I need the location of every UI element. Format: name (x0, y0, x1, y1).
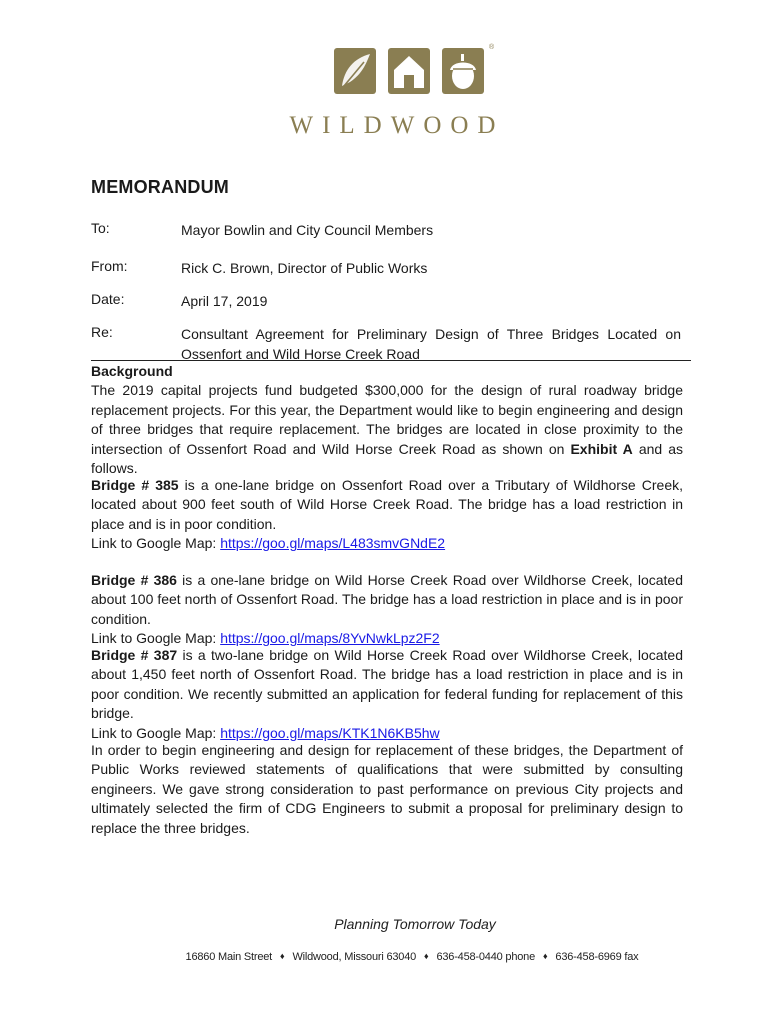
re-label: Re: (91, 324, 113, 340)
exhibit-a-ref: Exhibit A (570, 440, 633, 457)
wildwood-logo (0, 42, 770, 142)
bridge-385-section (91, 476, 683, 554)
bridge-387-section (91, 646, 683, 743)
acorn-icon (442, 48, 484, 94)
bridge-387-name: Bridge # 387 (91, 647, 178, 663)
bridge-386-name: Bridge # 386 (91, 572, 177, 588)
background-section (91, 362, 683, 478)
header-divider (91, 360, 691, 361)
bridge-387-text: is a two-lane bridge on Wild Horse Creek Road over Wildhorse Creek, located about 1,450 feet north of Ossenfort Road. The bridge has a load restriction in place and is in poor condition. We recently submitted an application for federal funding for replacement of this bridge. (91, 647, 683, 722)
registered-mark: ® (489, 44, 495, 51)
house-icon (388, 48, 430, 94)
footer-city: Wildwood, Missouri 63040 (292, 951, 417, 963)
footer-contact (0, 951, 770, 963)
bridge-386-section (91, 571, 683, 649)
from-value: Rick C. Brown, Director of Public Works (181, 260, 428, 276)
date-value: April 17, 2019 (181, 293, 268, 309)
footer-phone: 636-458-0440 phone (436, 951, 535, 963)
to-label: To: (91, 220, 110, 236)
background-text-end: and as follows. (91, 440, 684, 477)
background-paragraph (91, 381, 683, 478)
logo-emblem (330, 42, 490, 102)
bridge-385-name: Bridge # 385 (91, 477, 179, 493)
background-text: The 2019 capital projects fund budgeted $300,000 for the design of rural roadway bridge replacement projects. For this year, the Department would like to begin engineering and design of three bridges that require replacement. The bridges are located in close proximity to the intersection of Ossenfort Road and Wild Horse Creek Road as shown on (91, 382, 683, 457)
bridge-386-text: is a one-lane bridge on Wild Horse Creek Road over Wildhorse Creek, located about 100 feet north of Ossenfort Road. The bridge has a load restriction in place and is in poor condition. (91, 572, 683, 627)
closing-paragraph: In order to begin engineering and design for replacement of these bridges, the Department of Public Works reviewed statements of qualifications that were submitted by consulting engineers. We gave strong consideration to past performance on previous City projects and ultimately selected the firm of CDG Engineers to submit a proposal for preliminary design to replace the three bridges. (91, 742, 683, 836)
bridge-387-map-link[interactable]: https://goo.gl/maps/KTK1N6KB5hw (220, 724, 440, 741)
from-label: From: (91, 258, 128, 274)
separator-icon: ♦ (543, 951, 548, 961)
bridge-385-text: is a one-lane bridge on Ossenfort Road over a Tributary of Wildhorse Creek, located about 900 feet south of Wild Horse Creek Road. The bridge has a load restriction in place and is in poor condition. (91, 477, 684, 532)
footer-tagline: Planning Tomorrow Today (334, 916, 496, 932)
bridge-386-map-link[interactable]: https://goo.gl/maps/8YvNwkLpz2F2 (220, 630, 440, 647)
re-value: Consultant Agreement for Preliminary Design of Three Bridges Located on Ossenfort and Wild Horse Creek Road (181, 326, 681, 362)
to-value: Mayor Bowlin and City Council Members (181, 222, 434, 238)
background-heading: Background (91, 363, 173, 379)
date-label: Date: (91, 291, 125, 307)
bridge-387-link-label: Link to Google Map: (91, 724, 221, 741)
separator-icon: ♦ (280, 951, 285, 961)
bridge-386-link-label: Link to Google Map: (91, 630, 221, 647)
footer-address: 16860 Main Street (185, 951, 273, 963)
footer-fax: 636-458-6969 fax (555, 951, 639, 963)
separator-icon: ♦ (424, 951, 429, 961)
bridge-385-link-label: Link to Google Map: (91, 535, 221, 552)
bridge-385-map-link[interactable]: https://goo.gl/maps/L483smvGNdE2 (220, 535, 446, 552)
logo-wordmark: WILDWOOD (289, 112, 505, 139)
leaf-icon (334, 48, 376, 94)
memo-title: MEMORANDUM (91, 177, 229, 197)
